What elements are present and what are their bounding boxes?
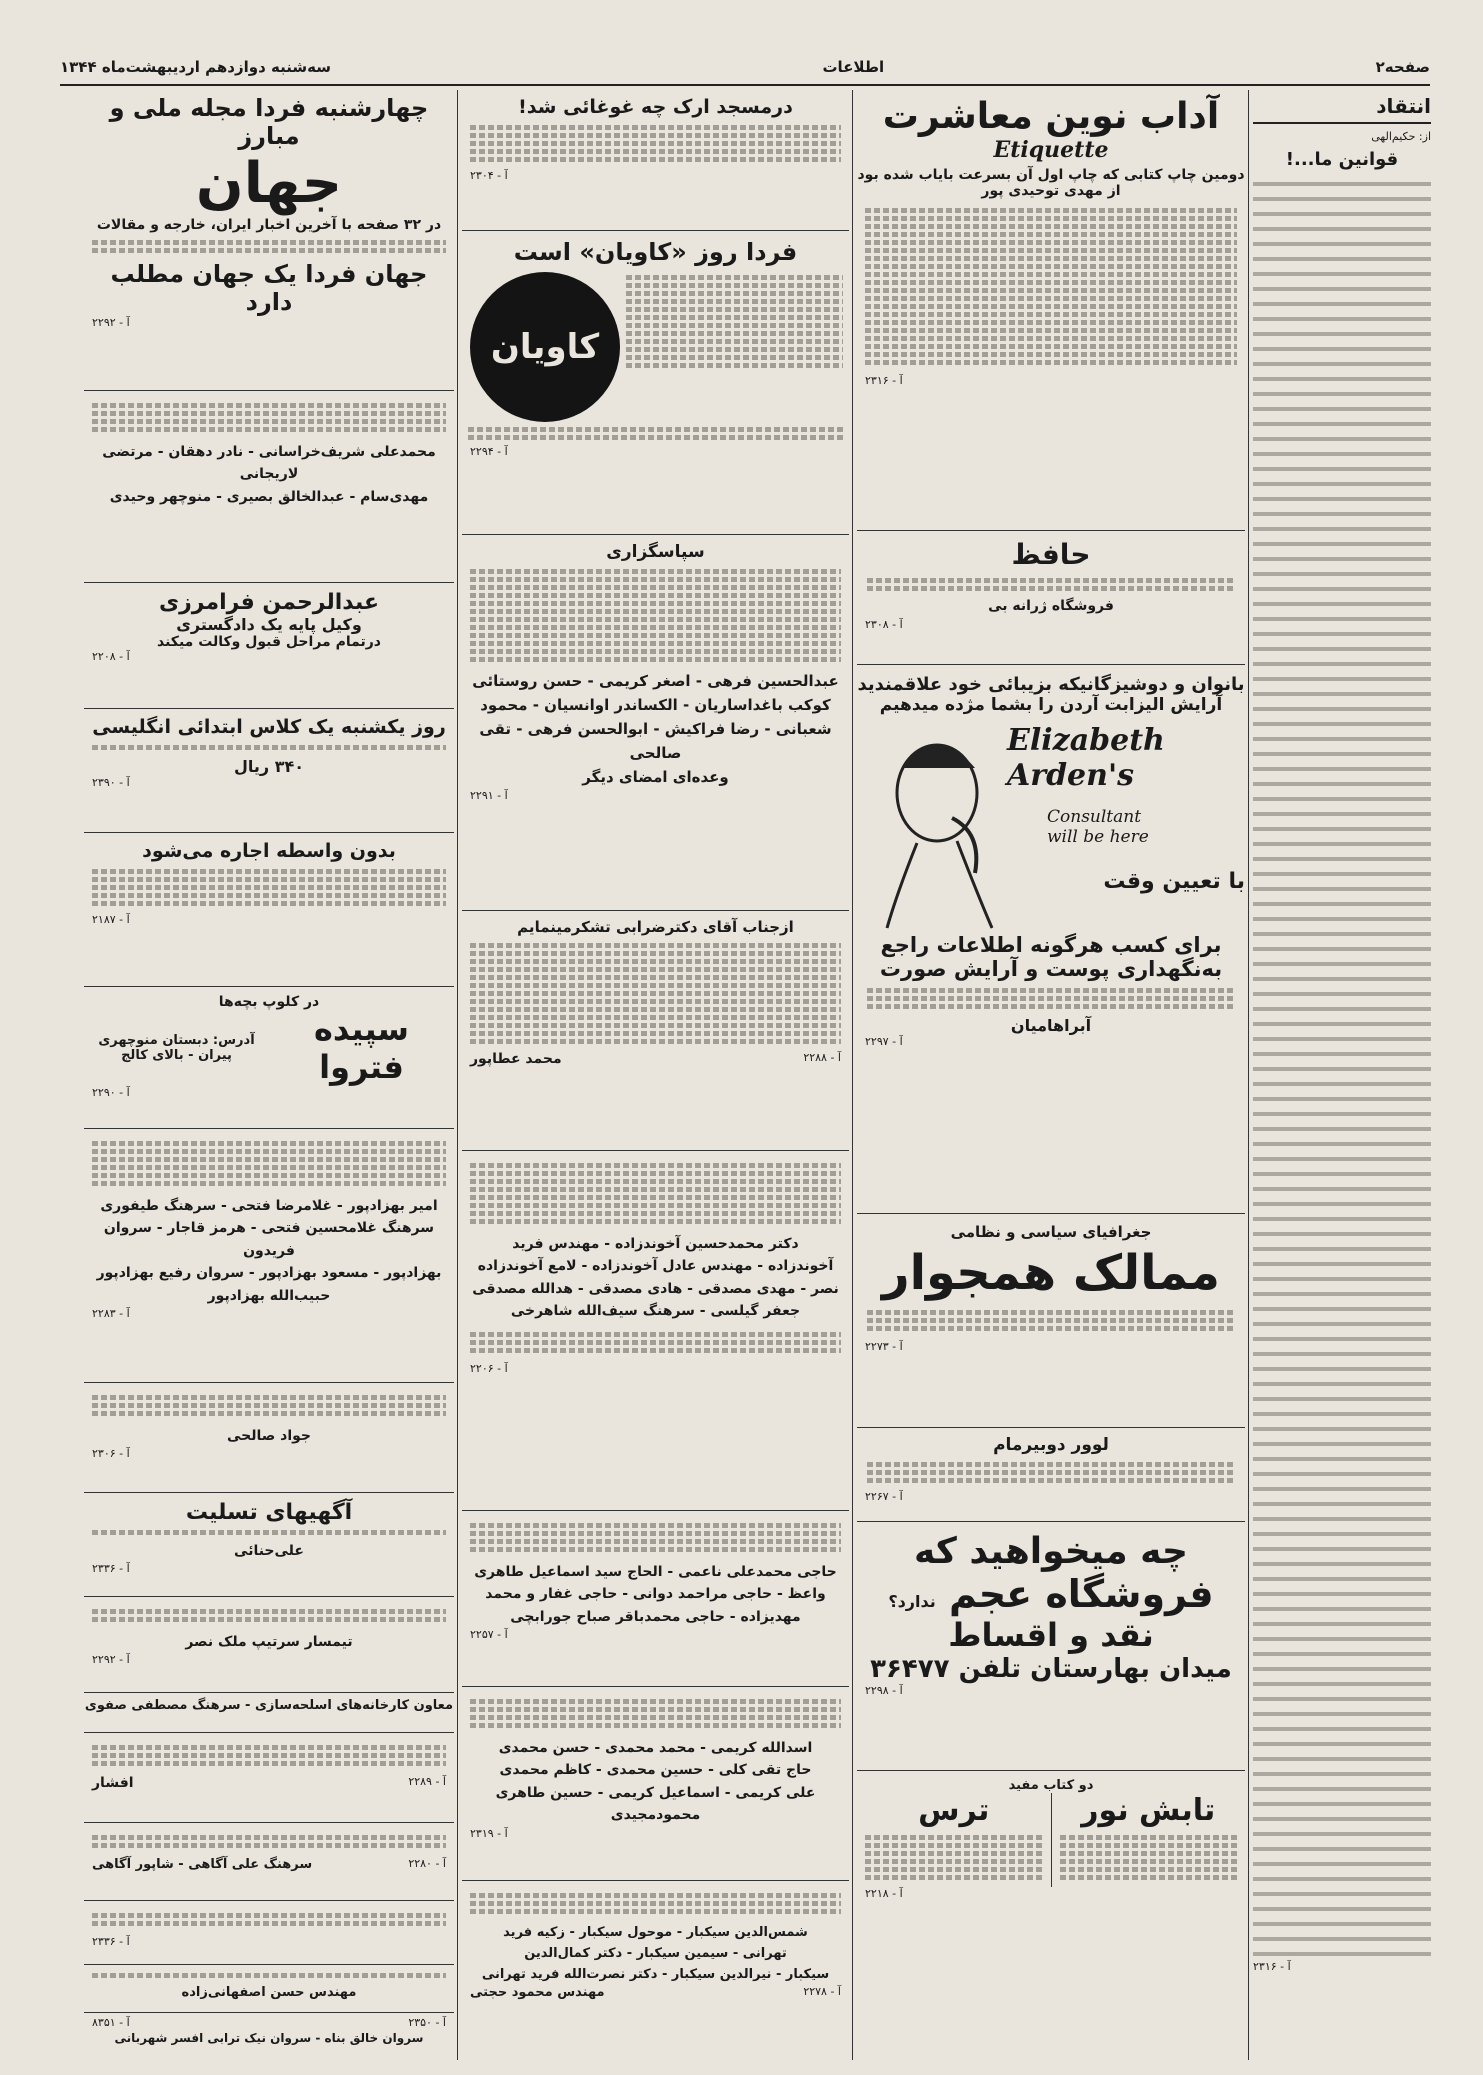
signature: علی‌حنائی — [234, 1543, 304, 1559]
names-line: بهزادپور - مسعود بهزادپور - سروان رفیع بهزادپور — [96, 1265, 442, 1282]
signatories — [84, 1195, 454, 1307]
kindergarten-ad — [84, 990, 454, 1129]
signature: مهندس حسن اصفهانی‌زاده — [181, 1985, 357, 2000]
etiquette-author: از مهدی توحیدی پور — [981, 183, 1121, 199]
club-address: آدرس: دبستان منوچهری — [98, 1033, 255, 1048]
byline: از: حکیم‌الهی — [1371, 130, 1431, 143]
thanks-title: سپاسگزاری — [606, 542, 705, 562]
doctor-signature: محمد عطاپور — [470, 1051, 562, 1067]
section-title: انتقاد — [1376, 94, 1431, 118]
ad-ref: آ - ۸۳۵۱ — [92, 2016, 130, 2029]
geo-kicker: جغرافیای سیاسی و نظامی — [950, 1223, 1152, 1241]
ajam-store-ad — [857, 1525, 1245, 1771]
ad-ref: آ - ۲۲۵۷ — [470, 1628, 508, 1642]
louvre-title: لوور دوبیرمام — [993, 1435, 1109, 1455]
english-price: ۳۴۰ ریال — [234, 757, 304, 776]
english-class-ad — [84, 712, 454, 833]
kaviyan-title: فردا روز «کاویان» است — [513, 238, 798, 266]
condolence-notice-10 — [84, 1826, 454, 1901]
signatories — [462, 669, 849, 789]
ad-ref: آ - ۲۲۹۸ — [865, 1684, 903, 1697]
ad-ref: آ - ۲۳۳۶ — [92, 1562, 130, 1576]
condolence-notice-5 — [84, 1132, 454, 1383]
condolence-notice-1 — [462, 1154, 849, 1511]
names-line: حاج تقی کلی - حسین محمدی - کاظم محمدی — [499, 1762, 812, 1779]
jahan-body: در ۳۲ صفحه با آخرین اخبار ایران، خارجه و مقالات — [96, 217, 442, 234]
names-line: دکتر محمدحسین آخوندزاده - مهندس فرید — [512, 1236, 799, 1252]
ad-ref: آ - ۲۲۹۴ — [470, 445, 508, 458]
ad-ref: آ - ۲۲۶۷ — [865, 1490, 903, 1503]
names-line: وعده‌ای امضای دیگر — [582, 768, 729, 786]
arden-agent: آبراهامیان — [1010, 1016, 1092, 1035]
club-head: در کلوپ بچه‌ها — [218, 994, 320, 1010]
condolence-header-block — [84, 1496, 454, 1597]
jahan-slogan: جهان فردا یک جهان مطلب دارد — [110, 260, 428, 317]
etiquette-ad — [857, 90, 1245, 531]
names-line: نصر - مهدی مصدقی - هادی مصدقی - هدالله مصدقی — [472, 1280, 839, 1297]
arden-appointment: با تعیین وقت — [1103, 869, 1245, 894]
names-line: حاجی محمدعلی ناعمی - الحاج سید اسماعیل طاهری — [474, 1564, 837, 1580]
mosque-notice — [462, 90, 849, 231]
condolence-notice-13 — [84, 2016, 454, 2056]
arden-ad — [857, 668, 1245, 1214]
signatories — [84, 441, 454, 508]
column-rule — [852, 90, 853, 2060]
names-line: مهدی‌سام - عبدالخالق بصیری - منوچهر وحیدی — [109, 488, 429, 505]
issue-date: سه‌شنبه دوازدهم اردیبهشت‌ماه ۱۳۴۴ — [60, 58, 331, 76]
ad-ref: آ - ۲۲۹۱ — [470, 789, 508, 802]
names-line: محمدعلی شریف‌خراسانی - نادر دهقان - مرتضی لاریجانی — [102, 444, 436, 483]
mosque-title: درمسجد ارک چه غوغائی شد! — [518, 96, 793, 118]
signatories — [462, 1233, 849, 1323]
condolence-notice-11 — [84, 1904, 454, 1965]
etiquette-title-en: Etiquette — [993, 137, 1109, 163]
jahan-top: چهارشنبه فردا مجله ملی و مبارز — [109, 94, 429, 150]
ad-ref: آ - ۲۱۸۷ — [92, 913, 130, 926]
lawyer-name: عبدالرحمن فرامرزی — [158, 590, 380, 615]
names-line: تهرانی - سیمین سیکبار - دکتر کمال‌الدین — [524, 1945, 787, 1961]
advertisement-column-3 — [462, 90, 849, 2060]
signatories — [462, 1561, 849, 1628]
hafez-ad — [857, 534, 1245, 665]
ad-ref: آ - ۲۲۹۲ — [92, 316, 130, 330]
ad-ref: آ - ۲۳۵۰ — [408, 2016, 446, 2029]
lawyer-line: درتمام مراحل قبول وکالت میکند — [157, 634, 381, 650]
books-head: دو کتاب مفید — [1008, 1778, 1094, 1793]
two-books-ad — [857, 1774, 1245, 2054]
book1-title: تابش نور — [1081, 1793, 1216, 1828]
critique-column — [1253, 90, 1431, 2060]
signature: مهندس محمود حجتی — [470, 1985, 605, 2001]
condolence-title: آگهیهای تسلیت — [185, 1500, 353, 1525]
names-line: کوکب باغداساریان - الکساندر اوانسیان - محمود — [480, 696, 831, 714]
ajam-line2b: ندارد؟ — [888, 1592, 936, 1611]
ad-ref: آ - ۲۲۱۸ — [865, 1887, 903, 1900]
arden-sub: آرایش الیزابت آردن را بشما مژده میدهیم — [879, 695, 1223, 715]
names-line: آخوندزاده - مهندس عادل آخوندزاده - لامع آخوندزاده — [477, 1258, 834, 1275]
staff-notice — [84, 394, 454, 583]
rent-title: بدون واسطه اجاره می‌شود — [142, 840, 396, 862]
rental-ad — [84, 836, 454, 987]
ad-ref: آ - ۲۳۱۶ — [865, 374, 903, 387]
article-body — [1253, 176, 1431, 1956]
jahan-name: جهان — [195, 151, 343, 216]
ad-ref: آ - ۲۳۰۸ — [865, 618, 903, 631]
doctor-thanks-notice — [462, 914, 849, 1151]
condolence-notice-4 — [462, 1884, 849, 2054]
ad-ref: آ - ۲۳۳۶ — [92, 1935, 130, 1948]
names-line: عبدالحسین فرهی - اصغر کریمی - حسن روستائی — [472, 672, 839, 690]
arden-body1: برای کسب هرگونه اطلاعات راجع — [880, 933, 1222, 957]
jafar-name: جواد صالحی — [226, 1428, 312, 1444]
woman-illustration — [857, 723, 1007, 933]
advertisement-column-4 — [84, 90, 454, 2060]
club-street: پیران - بالای کالج — [121, 1048, 232, 1063]
book2-title: ترس — [918, 1793, 990, 1828]
ad-ref: آ - ۲۲۷۳ — [865, 1340, 903, 1353]
lawyer-role: وکیل پایه یک دادگستری — [176, 615, 362, 634]
column-rule — [1248, 90, 1249, 2060]
kaviyan-logo: کاویان — [470, 272, 620, 422]
hafez-title: حافظ — [1011, 538, 1091, 571]
thanks-notice — [462, 538, 849, 911]
condolence-notice-2 — [462, 1514, 849, 1687]
ad-ref: آ - ۲۲۸۸ — [803, 1051, 841, 1064]
hafez-seller: فروشگاه ژرانه بی — [988, 598, 1114, 614]
ad-ref: آ - ۲۲۹۷ — [865, 1035, 903, 1048]
names-line: علی کریمی - اسماعیل کریمی - حسین طاهری — [495, 1784, 816, 1801]
ad-ref: آ - ۲۳۹۰ — [92, 776, 130, 789]
condolence-notice-9 — [84, 1736, 454, 1823]
etiquette-title: آداب نوین معاشرت — [882, 96, 1220, 137]
ad-ref: آ - ۲۳۰۴ — [470, 169, 508, 182]
ad-ref: آ - ۲۲۸۰ — [408, 1857, 446, 1870]
names-line: اسدالله کریمی - محمد محمدی - حسن محمدی — [498, 1740, 813, 1756]
ad-ref: آ - ۲۳۱۹ — [470, 1826, 508, 1840]
ajam-line4: میدان بهارستان تلفن ۳۶۴۷۷ — [870, 1654, 1232, 1684]
jahan-magazine-ad — [84, 90, 454, 391]
ad-ref: آ - ۲۲۷۸ — [803, 1985, 841, 1999]
names-line: محمودمجیدی — [610, 1807, 701, 1824]
ad-ref: آ - ۲۳۰۶ — [92, 1447, 130, 1461]
ad-ref: آ - ۲۲۰۶ — [470, 1361, 508, 1375]
names-line: واعظ - حاجی مراحمد دوانی - حاجی غفار و محمد — [485, 1586, 826, 1603]
condolence-notice-12 — [84, 1968, 454, 2013]
club-name: سپیده فتروا — [314, 1010, 409, 1086]
condolence-notice-3 — [462, 1690, 849, 1881]
english-title: روز یکشنبه یک کلاس ابتدائی انگلیسی — [92, 716, 446, 738]
names-line: مهدیزاده - حاجی محمدباقر صباح جورابچی — [510, 1608, 801, 1625]
etiquette-subtitle: دومین چاپ کتابی که چاپ اول آن بسرعت بایاب شده بود — [857, 167, 1245, 183]
masthead — [60, 50, 1430, 86]
advertisement-column-2 — [857, 90, 1245, 2060]
signatories — [462, 1737, 849, 1827]
geography-book-ad — [857, 1217, 1245, 1428]
arden-headline: بانوان و دوشیزگانیکه بزیبائی خود علاقمندید — [857, 674, 1245, 695]
ad-ref: آ - ۲۲۹۲ — [92, 1653, 130, 1667]
signatories — [462, 1923, 849, 1985]
arden-consultant: Consultant will be here — [1047, 807, 1149, 847]
condolence-notice-6 — [84, 1386, 454, 1493]
article-title: قوانین ما...! — [1285, 149, 1399, 170]
kaviyan-ad — [462, 234, 849, 535]
names-line: سرهنگ غلامحسین فتحی - هرمز قاجار - سروان فریدون — [103, 1220, 435, 1259]
louvre-ad — [857, 1431, 1245, 1522]
condolence-notice-7 — [84, 1600, 454, 1693]
ajam-line3: نقد و اقساط — [948, 1616, 1154, 1654]
ad-ref: آ - ۲۲۸۹ — [408, 1775, 446, 1788]
column-rule — [457, 90, 458, 2060]
signature: سروان خالق بناه - سروان نیک ترابی افسر شهربانی — [114, 2031, 424, 2045]
lawyer-ad — [84, 586, 454, 709]
signature: تیمسار سرتیپ ملک نصر — [185, 1634, 353, 1650]
condolence-notice-8 — [84, 1696, 454, 1733]
ad-ref: آ - ۲۲۹۰ — [92, 1086, 130, 1099]
page-number: صفحه۲ — [1375, 58, 1430, 76]
ad-ref: آ - ۲۳۱۶ — [1253, 1960, 1291, 1973]
ajam-line1: چه میخواهید که — [914, 1531, 1188, 1572]
doctor-title: ازجناب آقای دکترضرابی تشکرمینمایم — [517, 918, 794, 936]
ad-ref: آ - ۲۲۰۸ — [92, 650, 130, 663]
names-line: سیکبار - نیرالدین سیکبار - دکتر نصرت‌الله فرید تهرانی — [481, 1966, 830, 1982]
arden-body2: به‌نگهداری پوست و آرایش صورت — [879, 957, 1223, 981]
names-line: حبیب‌الله بهزادپور — [207, 1287, 331, 1304]
signature: افشار — [92, 1775, 134, 1791]
geo-title: ممالک همجوار — [881, 1245, 1221, 1301]
arden-brand: Elizabeth Arden's — [1007, 723, 1165, 793]
ad-ref: آ - ۲۲۸۳ — [92, 1306, 130, 1320]
ajam-line2: فروشگاه عجم — [948, 1572, 1214, 1616]
names-line: امیر بهزادپور - غلامرضا فتحی - سرهنگ طیفوری — [100, 1198, 438, 1214]
names-line: جعفر گیلسی - سرهنگ سیف‌الله شاهرخی — [510, 1303, 801, 1320]
signature: سرهنگ علی آگاهی - شاپور آگاهی — [92, 1857, 313, 1872]
paper-name: اطلاعات — [822, 58, 885, 76]
names-line: شعبانی - رضا فراکیش - ابوالحسن فرهی - تقی صالحی — [479, 720, 832, 762]
names-line: شمس‌الدین سیکبار - موحول سیکبار - زکیه فرید — [503, 1925, 808, 1940]
signature: معاون کارخانه‌های اسلحه‌سازی - سرهنگ مصطفی صفوی — [84, 1698, 454, 1713]
